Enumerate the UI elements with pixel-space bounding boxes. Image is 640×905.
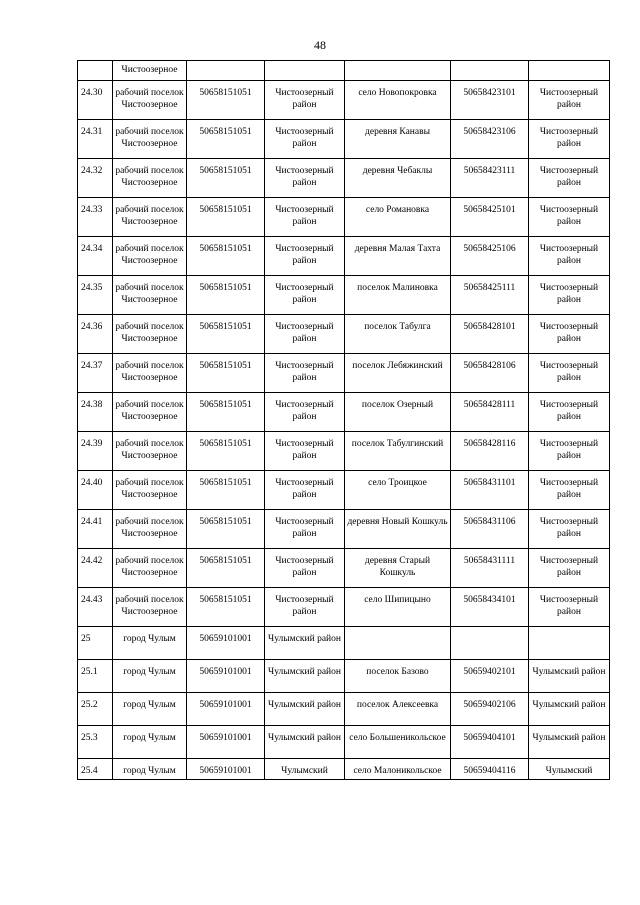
cell-oktmo-locality: 50659402106 <box>451 693 529 726</box>
cell-oktmo-locality <box>451 61 529 81</box>
cell-settlement: рабочий поселок Чистоозерное <box>113 549 187 588</box>
cell-number <box>78 61 113 81</box>
cell-locality-district: Чистоозерный район <box>529 432 610 471</box>
cell-oktmo-settlement: 50659101001 <box>187 693 265 726</box>
table-row <box>78 354 610 393</box>
cell-locality-district: Чулымский район <box>529 693 610 726</box>
cell-locality: поселок Лебяжинский <box>345 354 451 393</box>
cell-locality: деревня Чебаклы <box>345 159 451 198</box>
cell-oktmo-locality: 50658423111 <box>451 159 529 198</box>
table-row <box>78 726 610 759</box>
cell-number: 25.3 <box>78 726 113 759</box>
table-row <box>78 315 610 354</box>
table-row <box>78 81 610 120</box>
cell-settlement: рабочий поселок Чистоозерное <box>113 159 187 198</box>
cell-oktmo-settlement: 50658151051 <box>187 510 265 549</box>
cell-settlement: рабочий поселок Чистоозерное <box>113 588 187 627</box>
cell-number: 24.30 <box>78 81 113 120</box>
cell-number: 24.32 <box>78 159 113 198</box>
cell-district: Чистоозерный район <box>265 393 345 432</box>
settlements-table <box>77 60 610 780</box>
cell-district: Чистоозерный район <box>265 159 345 198</box>
table-row <box>78 627 610 660</box>
cell-district: Чистоозерный район <box>265 81 345 120</box>
cell-number: 24.36 <box>78 315 113 354</box>
table-row <box>78 471 610 510</box>
cell-oktmo-settlement: 50658151051 <box>187 120 265 159</box>
cell-district: Чистоозерный район <box>265 588 345 627</box>
cell-oktmo-settlement: 50658151051 <box>187 159 265 198</box>
cell-number: 24.31 <box>78 120 113 159</box>
cell-settlement: рабочий поселок Чистоозерное <box>113 276 187 315</box>
table-row <box>78 237 610 276</box>
cell-locality: село Троицкое <box>345 471 451 510</box>
cell-number: 24.39 <box>78 432 113 471</box>
cell-locality-district <box>529 627 610 660</box>
cell-locality <box>345 627 451 660</box>
cell-district: Чистоозерный район <box>265 120 345 159</box>
cell-settlement: Чистоозерное <box>113 61 187 81</box>
table-row <box>78 159 610 198</box>
cell-locality: поселок Базово <box>345 660 451 693</box>
table-row <box>78 198 610 237</box>
cell-oktmo-locality: 50658423101 <box>451 81 529 120</box>
cell-locality-district: Чулымский <box>529 759 610 780</box>
cell-oktmo-locality: 50658425111 <box>451 276 529 315</box>
table-row <box>78 549 610 588</box>
table-row <box>78 510 610 549</box>
cell-oktmo-settlement: 50658151051 <box>187 432 265 471</box>
cell-district: Чистоозерный район <box>265 549 345 588</box>
cell-settlement: рабочий поселок Чистоозерное <box>113 315 187 354</box>
table-row <box>78 588 610 627</box>
cell-oktmo-settlement: 50659101001 <box>187 726 265 759</box>
cell-settlement: рабочий поселок Чистоозерное <box>113 81 187 120</box>
cell-number: 25.2 <box>78 693 113 726</box>
cell-number: 24.35 <box>78 276 113 315</box>
cell-oktmo-locality: 50658428106 <box>451 354 529 393</box>
cell-oktmo-locality: 50658425101 <box>451 198 529 237</box>
cell-locality-district: Чистоозерный район <box>529 198 610 237</box>
cell-oktmo-settlement: 50658151051 <box>187 237 265 276</box>
cell-oktmo-locality: 50658428116 <box>451 432 529 471</box>
cell-locality: село Новопокровка <box>345 81 451 120</box>
cell-oktmo-settlement <box>187 61 265 81</box>
cell-oktmo-settlement: 50658151051 <box>187 354 265 393</box>
cell-district: Чистоозерный район <box>265 354 345 393</box>
cell-number: 24.42 <box>78 549 113 588</box>
cell-settlement: рабочий поселок Чистоозерное <box>113 432 187 471</box>
cell-locality: поселок Табулгинский <box>345 432 451 471</box>
cell-settlement: рабочий поселок Чистоозерное <box>113 120 187 159</box>
cell-number: 24.43 <box>78 588 113 627</box>
cell-number: 25.1 <box>78 660 113 693</box>
table-row <box>78 120 610 159</box>
cell-locality-district: Чистоозерный район <box>529 81 610 120</box>
cell-locality-district: Чистоозерный район <box>529 549 610 588</box>
table-row-continuation <box>78 61 610 81</box>
cell-oktmo-settlement: 50658151051 <box>187 81 265 120</box>
cell-oktmo-settlement: 50658151051 <box>187 198 265 237</box>
cell-oktmo-locality: 50658431101 <box>451 471 529 510</box>
cell-number: 24.37 <box>78 354 113 393</box>
cell-oktmo-settlement: 50659101001 <box>187 627 265 660</box>
cell-oktmo-settlement: 50659101001 <box>187 759 265 780</box>
cell-locality-district: Чистоозерный район <box>529 237 610 276</box>
cell-district: Чистоозерный район <box>265 237 345 276</box>
cell-locality: поселок Малиновка <box>345 276 451 315</box>
cell-locality: поселок Табулга <box>345 315 451 354</box>
cell-district: Чистоозерный район <box>265 510 345 549</box>
cell-district: Чулымский район <box>265 660 345 693</box>
cell-oktmo-locality <box>451 627 529 660</box>
cell-oktmo-settlement: 50658151051 <box>187 471 265 510</box>
cell-district: Чулымский <box>265 759 345 780</box>
cell-oktmo-settlement: 50658151051 <box>187 276 265 315</box>
cell-settlement: город Чулым <box>113 627 187 660</box>
cell-number: 24.40 <box>78 471 113 510</box>
table-row <box>78 660 610 693</box>
cell-number: 25 <box>78 627 113 660</box>
cell-oktmo-locality: 50659404101 <box>451 726 529 759</box>
cell-oktmo-locality: 50658423106 <box>451 120 529 159</box>
cell-district: Чулымский район <box>265 726 345 759</box>
cell-settlement: рабочий поселок Чистоозерное <box>113 510 187 549</box>
cell-locality: поселок Озерный <box>345 393 451 432</box>
cell-district: Чулымский район <box>265 627 345 660</box>
cell-locality-district: Чулымский район <box>529 726 610 759</box>
cell-oktmo-settlement: 50659101001 <box>187 660 265 693</box>
cell-district: Чистоозерный район <box>265 432 345 471</box>
cell-oktmo-locality: 50658434101 <box>451 588 529 627</box>
cell-district: Чистоозерный район <box>265 198 345 237</box>
cell-settlement: рабочий поселок Чистоозерное <box>113 198 187 237</box>
table-row <box>78 759 610 780</box>
cell-locality-district <box>529 61 610 81</box>
cell-locality-district: Чистоозерный район <box>529 471 610 510</box>
table-row <box>78 693 610 726</box>
cell-settlement: город Чулым <box>113 693 187 726</box>
cell-locality: деревня Старый Кошкуль <box>345 549 451 588</box>
cell-settlement: рабочий поселок Чистоозерное <box>113 354 187 393</box>
cell-oktmo-locality: 50658431111 <box>451 549 529 588</box>
cell-oktmo-locality: 50658425106 <box>451 237 529 276</box>
cell-locality-district: Чистоозерный район <box>529 120 610 159</box>
cell-locality-district: Чистоозерный район <box>529 159 610 198</box>
cell-locality: село Малоникольское <box>345 759 451 780</box>
page-number: 48 <box>314 38 326 52</box>
cell-number: 24.38 <box>78 393 113 432</box>
cell-oktmo-locality: 50659404116 <box>451 759 529 780</box>
cell-settlement: рабочий поселок Чистоозерное <box>113 393 187 432</box>
cell-district <box>265 61 345 81</box>
cell-district: Чулымский район <box>265 693 345 726</box>
table-body <box>78 61 610 780</box>
cell-locality: поселок Алексеевка <box>345 693 451 726</box>
cell-oktmo-locality: 50658428111 <box>451 393 529 432</box>
cell-oktmo-locality: 50658431106 <box>451 510 529 549</box>
cell-number: 24.33 <box>78 198 113 237</box>
cell-locality-district: Чистоозерный район <box>529 276 610 315</box>
cell-locality-district: Чистоозерный район <box>529 354 610 393</box>
cell-settlement: город Чулым <box>113 759 187 780</box>
cell-locality: деревня Новый Кошкуль <box>345 510 451 549</box>
cell-number: 24.34 <box>78 237 113 276</box>
cell-locality-district: Чистоозерный район <box>529 315 610 354</box>
cell-settlement: рабочий поселок Чистоозерное <box>113 471 187 510</box>
cell-locality: деревня Малая Тахта <box>345 237 451 276</box>
cell-oktmo-settlement: 50658151051 <box>187 549 265 588</box>
cell-settlement: рабочий поселок Чистоозерное <box>113 237 187 276</box>
cell-oktmo-settlement: 50658151051 <box>187 588 265 627</box>
cell-oktmo-locality: 50659402101 <box>451 660 529 693</box>
cell-number: 25.4 <box>78 759 113 780</box>
cell-settlement: город Чулым <box>113 726 187 759</box>
cell-locality-district: Чистоозерный район <box>529 510 610 549</box>
cell-locality-district: Чулымский район <box>529 660 610 693</box>
cell-locality: деревня Канавы <box>345 120 451 159</box>
table-row <box>78 276 610 315</box>
cell-district: Чистоозерный район <box>265 276 345 315</box>
cell-oktmo-settlement: 50658151051 <box>187 393 265 432</box>
cell-oktmo-locality: 50658428101 <box>451 315 529 354</box>
cell-number: 24.41 <box>78 510 113 549</box>
cell-locality-district: Чистоозерный район <box>529 588 610 627</box>
cell-district: Чистоозерный район <box>265 471 345 510</box>
cell-locality: село Шипицыно <box>345 588 451 627</box>
cell-oktmo-settlement: 50658151051 <box>187 315 265 354</box>
cell-locality: село Большеникольское <box>345 726 451 759</box>
table-row <box>78 432 610 471</box>
cell-settlement: город Чулым <box>113 660 187 693</box>
cell-district: Чистоозерный район <box>265 315 345 354</box>
cell-locality: село Романовка <box>345 198 451 237</box>
cell-locality-district: Чистоозерный район <box>529 393 610 432</box>
cell-locality <box>345 61 451 81</box>
table-row <box>78 393 610 432</box>
